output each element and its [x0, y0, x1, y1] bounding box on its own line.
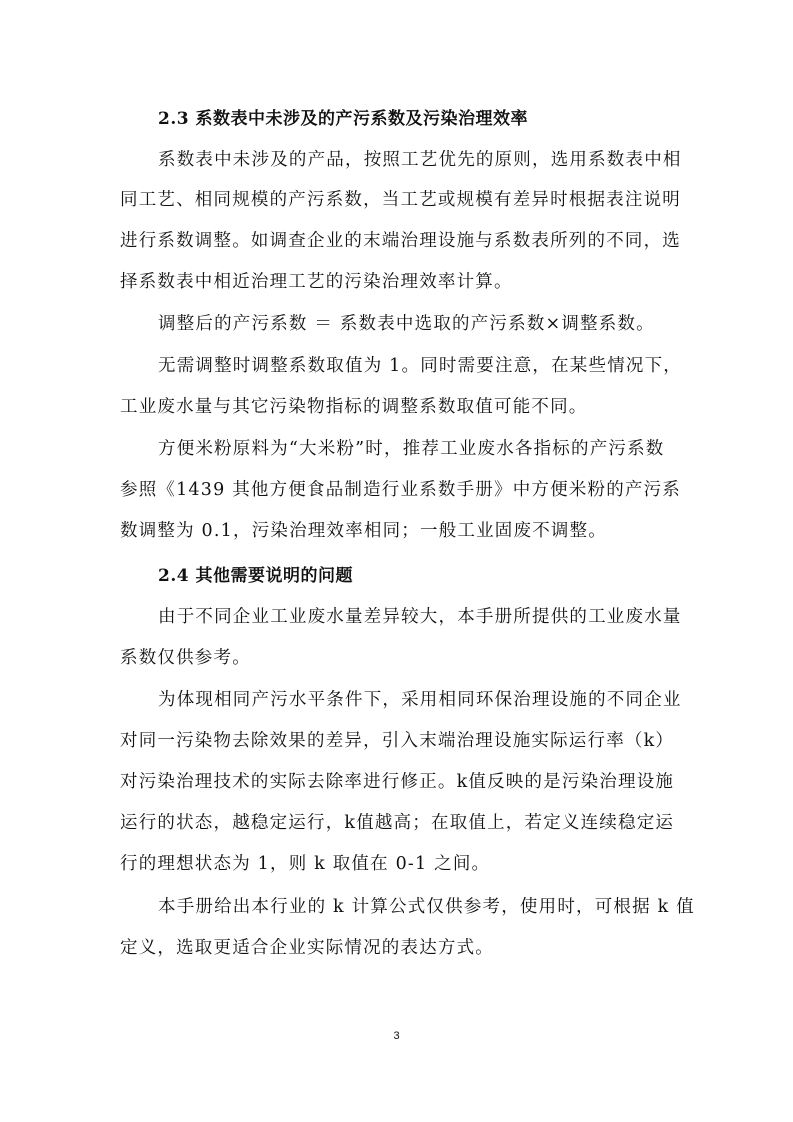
paragraph-line: 对同一污染物去除效果的差异，引入末端治理设施实际运行率（k） — [120, 731, 675, 751]
paragraph-line: 参照《1439 其他方便食品制造行业系数手册》中方便米粉的产污系 — [120, 480, 681, 500]
paragraph-line: 工业废水量与其它污染物指标的调整系数取值可能不同。 — [120, 397, 588, 417]
paragraph-line: 进行系数调整。如调查企业的末端治理设施与系数表所列的不同，选 — [120, 231, 681, 251]
paragraph-line: 为体现相同产污水平条件下，采用相同环保治理设施的不同企业 — [158, 690, 682, 710]
formula-line: 调整后的产污系数 ＝ 系数表中选取的产污系数×调整系数。 — [158, 314, 655, 334]
section-heading-2-4: 2.4 其他需要说明的问题 — [158, 566, 353, 586]
paragraph-line: 数调整为 0.1，污染治理效率相同；一般工业固废不调整。 — [120, 521, 607, 541]
section-heading-2-3: 2.3 系数表中未涉及的产污系数及污染治理效率 — [158, 109, 528, 129]
paragraph-line: 运行的状态，越稳定运行，k值越高；在取值上，若定义连续稳定运 — [120, 813, 675, 833]
paragraph-line: 本手册给出本行业的 k 计算公式仅供参考，使用时，可根据 k 值 — [158, 897, 695, 917]
paragraph-line: 定义，选取更适合企业实际情况的表达方式。 — [120, 938, 494, 958]
paragraph-line: 同工艺、相同规模的产污系数，当工艺或规模有差异时根据表注说明 — [120, 190, 681, 210]
paragraph-line: 行的理想状态为 1，则 k 取值在 0-1 之间。 — [120, 854, 491, 874]
paragraph-line: 择系数表中相近治理工艺的污染治理效率计算。 — [120, 272, 513, 292]
paragraph-line: 对污染治理技术的实际去除率进行修正。k值反映的是污染治理设施 — [120, 772, 675, 792]
paragraph-line: 由于不同企业工业废水量差异较大，本手册所提供的工业废水量 — [158, 607, 682, 627]
paragraph-line: 系数仅供参考。 — [120, 648, 251, 668]
page-number: 3 — [393, 1030, 400, 1042]
paragraph-line: 系数表中未涉及的产品，按照工艺优先的原则，选用系数表中相 — [158, 150, 682, 170]
paragraph-line: 方便米粉原料为“大米粉”时，推荐工业废水各指标的产污系数 — [158, 439, 665, 459]
paragraph-line: 无需调整时调整系数取值为 1。同时需要注意，在某些情况下， — [158, 356, 682, 376]
